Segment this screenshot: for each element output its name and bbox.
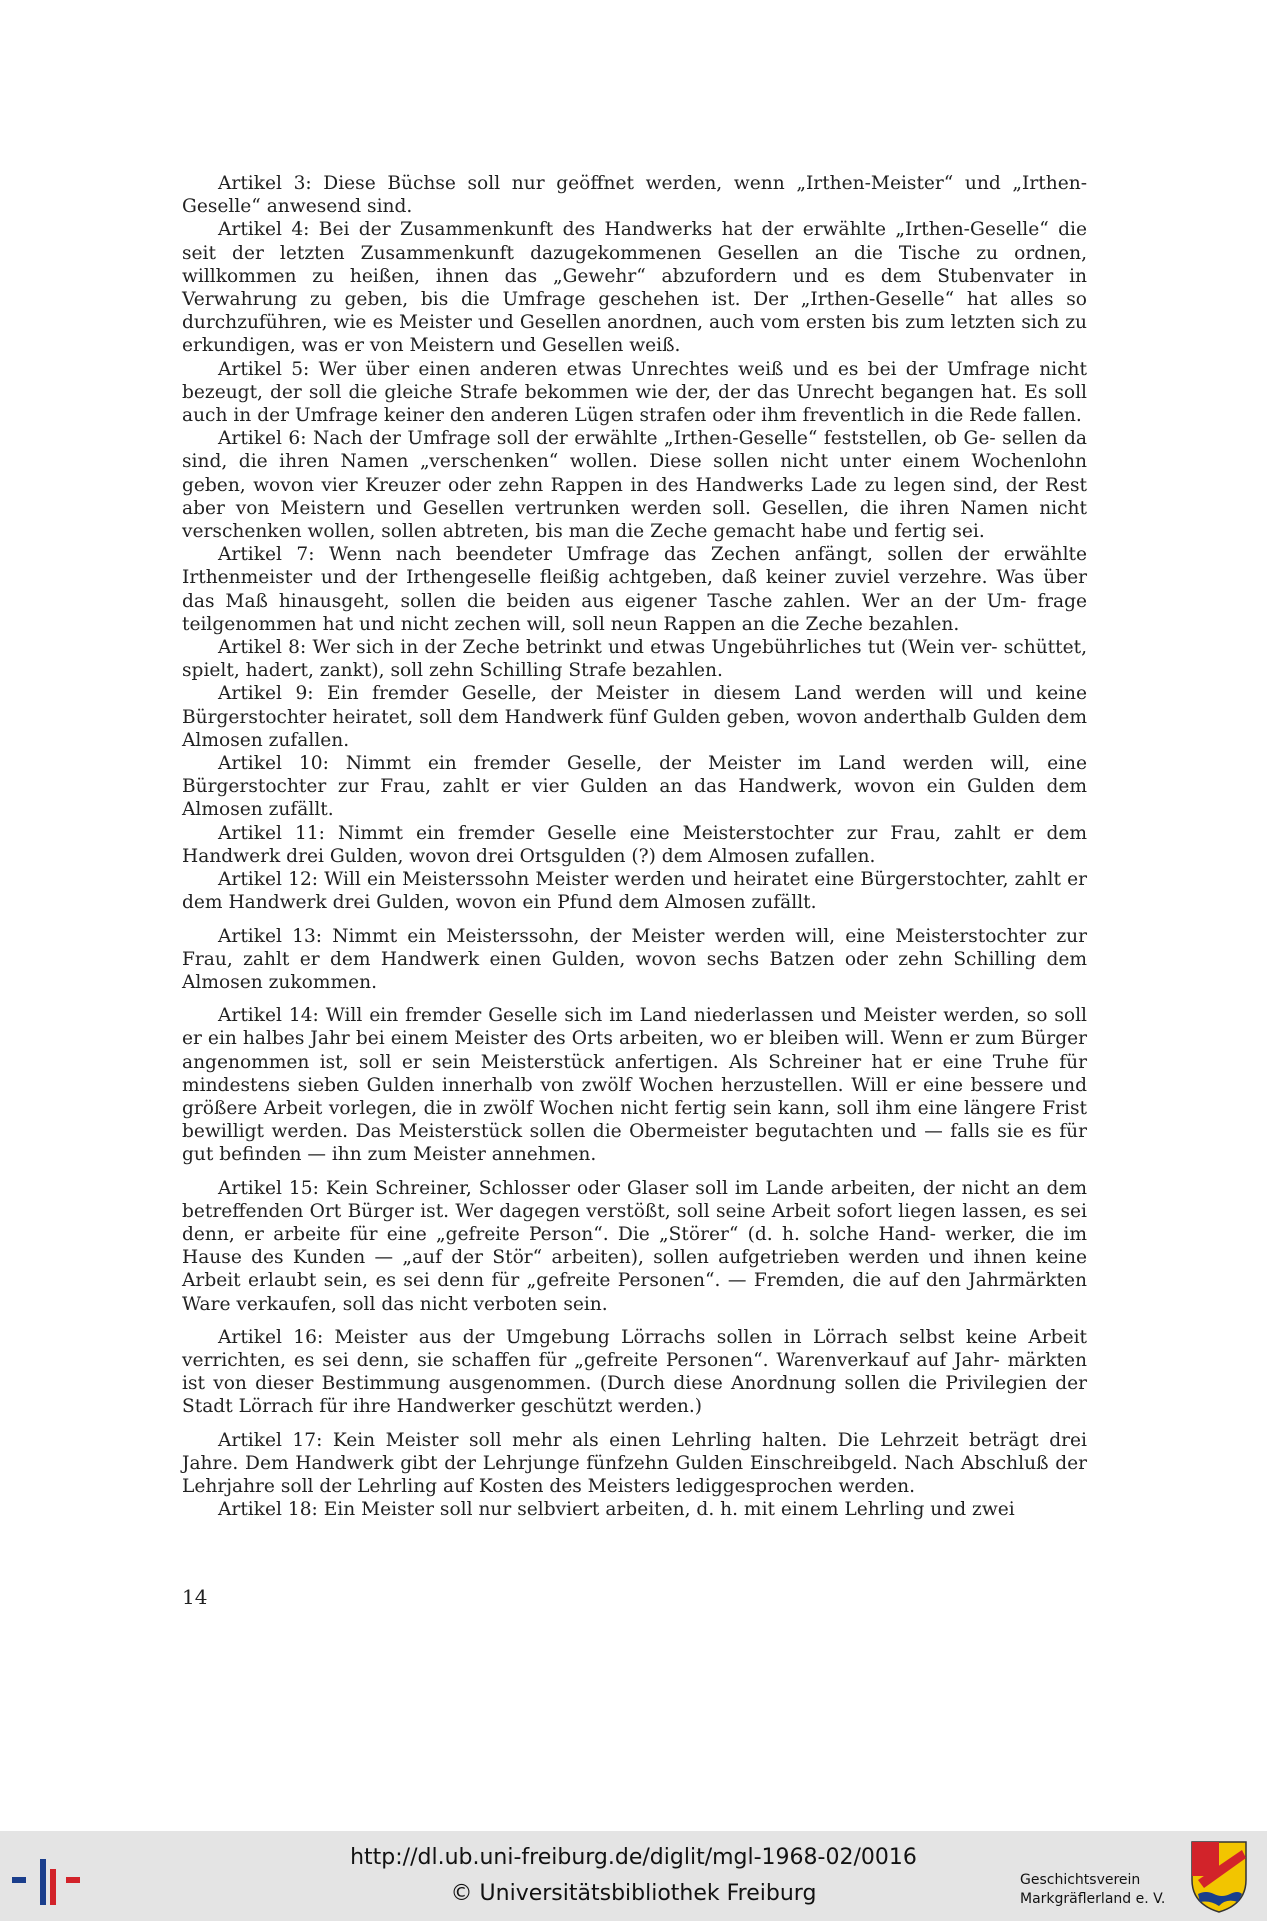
- paragraph-artikel-4: Artikel 4: Bei der Zusammenkunft des Handwerks hat der erwählte „Irthen-Geselle“ die seit der letzten Zusammenkunft dazugekommenen Gesellen an die Tische zu ordnen, willkommen zu heißen, ihnen das „Gewehr“ abzufordern und es dem Stubenvater in Verwahrung zu geben, bis die Umfrage geschehen ist. Der „Irthen-Geselle“ hat alles so durchzuführen, wie es Meister und Gesellen anordnen, auch vom ersten bis zum letzten sich zu erkundigen, was er von Meistern und Gesellen weiß.: [182, 219, 1087, 357]
- coat-of-arms-icon: [1188, 1836, 1250, 1916]
- society-name-line1: Geschichtsverein: [1020, 1872, 1141, 1888]
- footer-copyright: © Universitätsbibliothek Freiburg: [450, 1881, 817, 1906]
- paragraph-artikel-13: Artikel 13: Nimmt ein Meisterssohn, der Meister werden will, eine Meisterstochter zur Frau, zahlt er dem Handwerk einen Gulden, wovon sechs Batzen oder zehn Schilling dem Almosen zukommen.: [182, 925, 1087, 993]
- document-body: [182, 172, 1087, 1521]
- society-name: [1020, 1871, 1192, 1909]
- paragraph-artikel-15: Artikel 15: Kein Schreiner, Schlosser oder Glaser soll im Lande arbeiten, der nicht an dem betreffenden Ort Bürger ist. Wer dagegen verstößt, soll seine Arbeit sofort liegen lassen, es sei denn, er arbeite für eine „gefreite Person“. Die „Störer“ (d. h. solche Hand- werker, die im Hause des Kunden — „auf der Stör“ arbeiten), sollen aufgetrieben werden und ihnen keine Arbeit erlaubt sein, es sei denn für „gefreite Personen“. — Fremden, die auf den Jahrmärkten Ware verkaufen, soll das nicht verboten sein.: [182, 1177, 1087, 1315]
- paragraph-artikel-6: Artikel 6: Nach der Umfrage soll der erwählte „Irthen-Geselle“ feststellen, ob Ge- sellen da sind, die ihren Namen „verschenken“ wollen. Diese sollen nicht unter einem Wochenlohn geben, wovon vier Kreuzer oder zehn Rappen in des Handwerks Lade zu legen sind, der Rest aber von Meistern und Gesellen vertrunken werden soll. Gesellen, die ihren Namen nicht verschenken wollen, sollen abtreten, bis man die Zeche gemacht habe und fertig sei.: [182, 428, 1087, 543]
- paragraph-artikel-11: Artikel 11: Nimmt ein fremder Geselle eine Meisterstochter zur Frau, zahlt er dem Handwerk drei Gulden, wovon drei Ortsgulden (?) dem Almosen zufallen.: [182, 822, 1087, 867]
- paragraph-artikel-18: Artikel 18: Ein Meister soll nur selbviert arbeiten, d. h. mit einem Lehrling und zwei: [218, 1499, 1015, 1521]
- footer-url-link[interactable]: http://dl.ub.uni-freiburg.de/diglit/mgl-1968-02/0016: [350, 1845, 917, 1870]
- page-number: 14: [182, 1585, 208, 1609]
- paragraph-artikel-9: Artikel 9: Ein fremder Geselle, der Meister in diesem Land werden will und keine Bürgerstochter heiratet, soll dem Handwerk fünf Gulden geben, wovon anderthalb Gulden dem Almosen zufallen.: [182, 683, 1087, 751]
- paragraph-artikel-10: Artikel 10: Nimmt ein fremder Geselle, der Meister im Land werden will, eine Bürgerstochter zur Frau, zahlt er vier Gulden an das Handwerk, wovon ein Gulden dem Almosen zufällt.: [182, 753, 1087, 821]
- paragraph-artikel-12: Artikel 12: Will ein Meisterssohn Meister werden und heiratet eine Bürgerstochter, zahlt er dem Handwerk drei Gulden, wovon ein Pfund dem Almosen zufällt.: [182, 869, 1087, 914]
- paragraph-artikel-14: Artikel 14: Will ein fremder Geselle sich im Land niederlassen und Meister werden, so soll er ein halbes Jahr bei einem Meister des Orts arbeiten, wo er bleiben will. Wenn er zum Bürger angenommen ist, soll er sein Meisterstück anfertigen. Als Schreiner hat er eine Truhe für mindestens sieben Gulden innerhalb von zwölf Wochen herzustellen. Will er eine bessere und größere Arbeit vorlegen, die in zwölf Wochen nicht fertig sein kann, soll ihm eine längere Frist bewilligt werden. Das Meisterstück sollen die Obermeister begutachten und — falls sie es für gut befinden — ihn zum Meister annehmen.: [182, 1005, 1087, 1166]
- paragraph-artikel-16: Artikel 16: Meister aus der Umgebung Lörrachs sollen in Lörrach selbst keine Arbeit verrichten, es sei denn, sie schaffen für „gefreite Personen“. Warenverkauf auf Jahr- märkten ist von dieser Bestimmung ausgenommen. (Durch diese Anordnung sollen die Privilegien der Stadt Lörrach für ihre Handwerker geschützt werden.): [182, 1326, 1087, 1418]
- paragraph-artikel-7: Artikel 7: Wenn nach beendeter Umfrage das Zechen anfängt, sollen der erwählte Irthenmeister und der Irthengeselle fleißig achtgeben, daß keiner zuviel verzehre. Was über das Maß hinausgeht, sollen die beiden aus eigener Tasche zahlen. Wer an der Um- frage teilgenommen hat und nicht zechen will, soll neun Rappen an die Zeche bezahlen.: [182, 544, 1087, 635]
- footer-bar: [0, 1831, 1267, 1921]
- society-name-line2: Markgräflerland e. V.: [1020, 1891, 1166, 1907]
- paragraph-artikel-3: Artikel 3: Diese Büchse soll nur geöffnet werden, wenn „Irthen-Meister“ und „Irthen-Geselle“ anwesend sind.: [182, 173, 1087, 218]
- paragraph-artikel-8: Artikel 8: Wer sich in der Zeche betrinkt und etwas Ungebührliches tut (Wein ver- schüttet, spielt, hadert, zankt), soll zehn Schilling Strafe bezahlen.: [182, 637, 1087, 682]
- paragraph-artikel-5: Artikel 5: Wer über einen anderen etwas Unrechtes weiß und es bei der Umfrage nicht bezeugt, der soll die gleiche Strafe bekommen wie der, der das Unrecht begangen hat. Es soll auch in der Umfrage keiner den anderen Lügen strafen oder ihm freventlich in die Rede fallen.: [182, 358, 1087, 427]
- paragraph-artikel-17: Artikel 17: Kein Meister soll mehr als einen Lehrling halten. Die Lehrzeit beträgt drei Jahre. Dem Handwerk gibt der Lehrjunge fünfzehn Gulden Einschreibgeld. Nach Abschluß der Lehrjahre soll der Lehrling auf Kosten des Meisters lediggesprochen werden.: [182, 1429, 1087, 1497]
